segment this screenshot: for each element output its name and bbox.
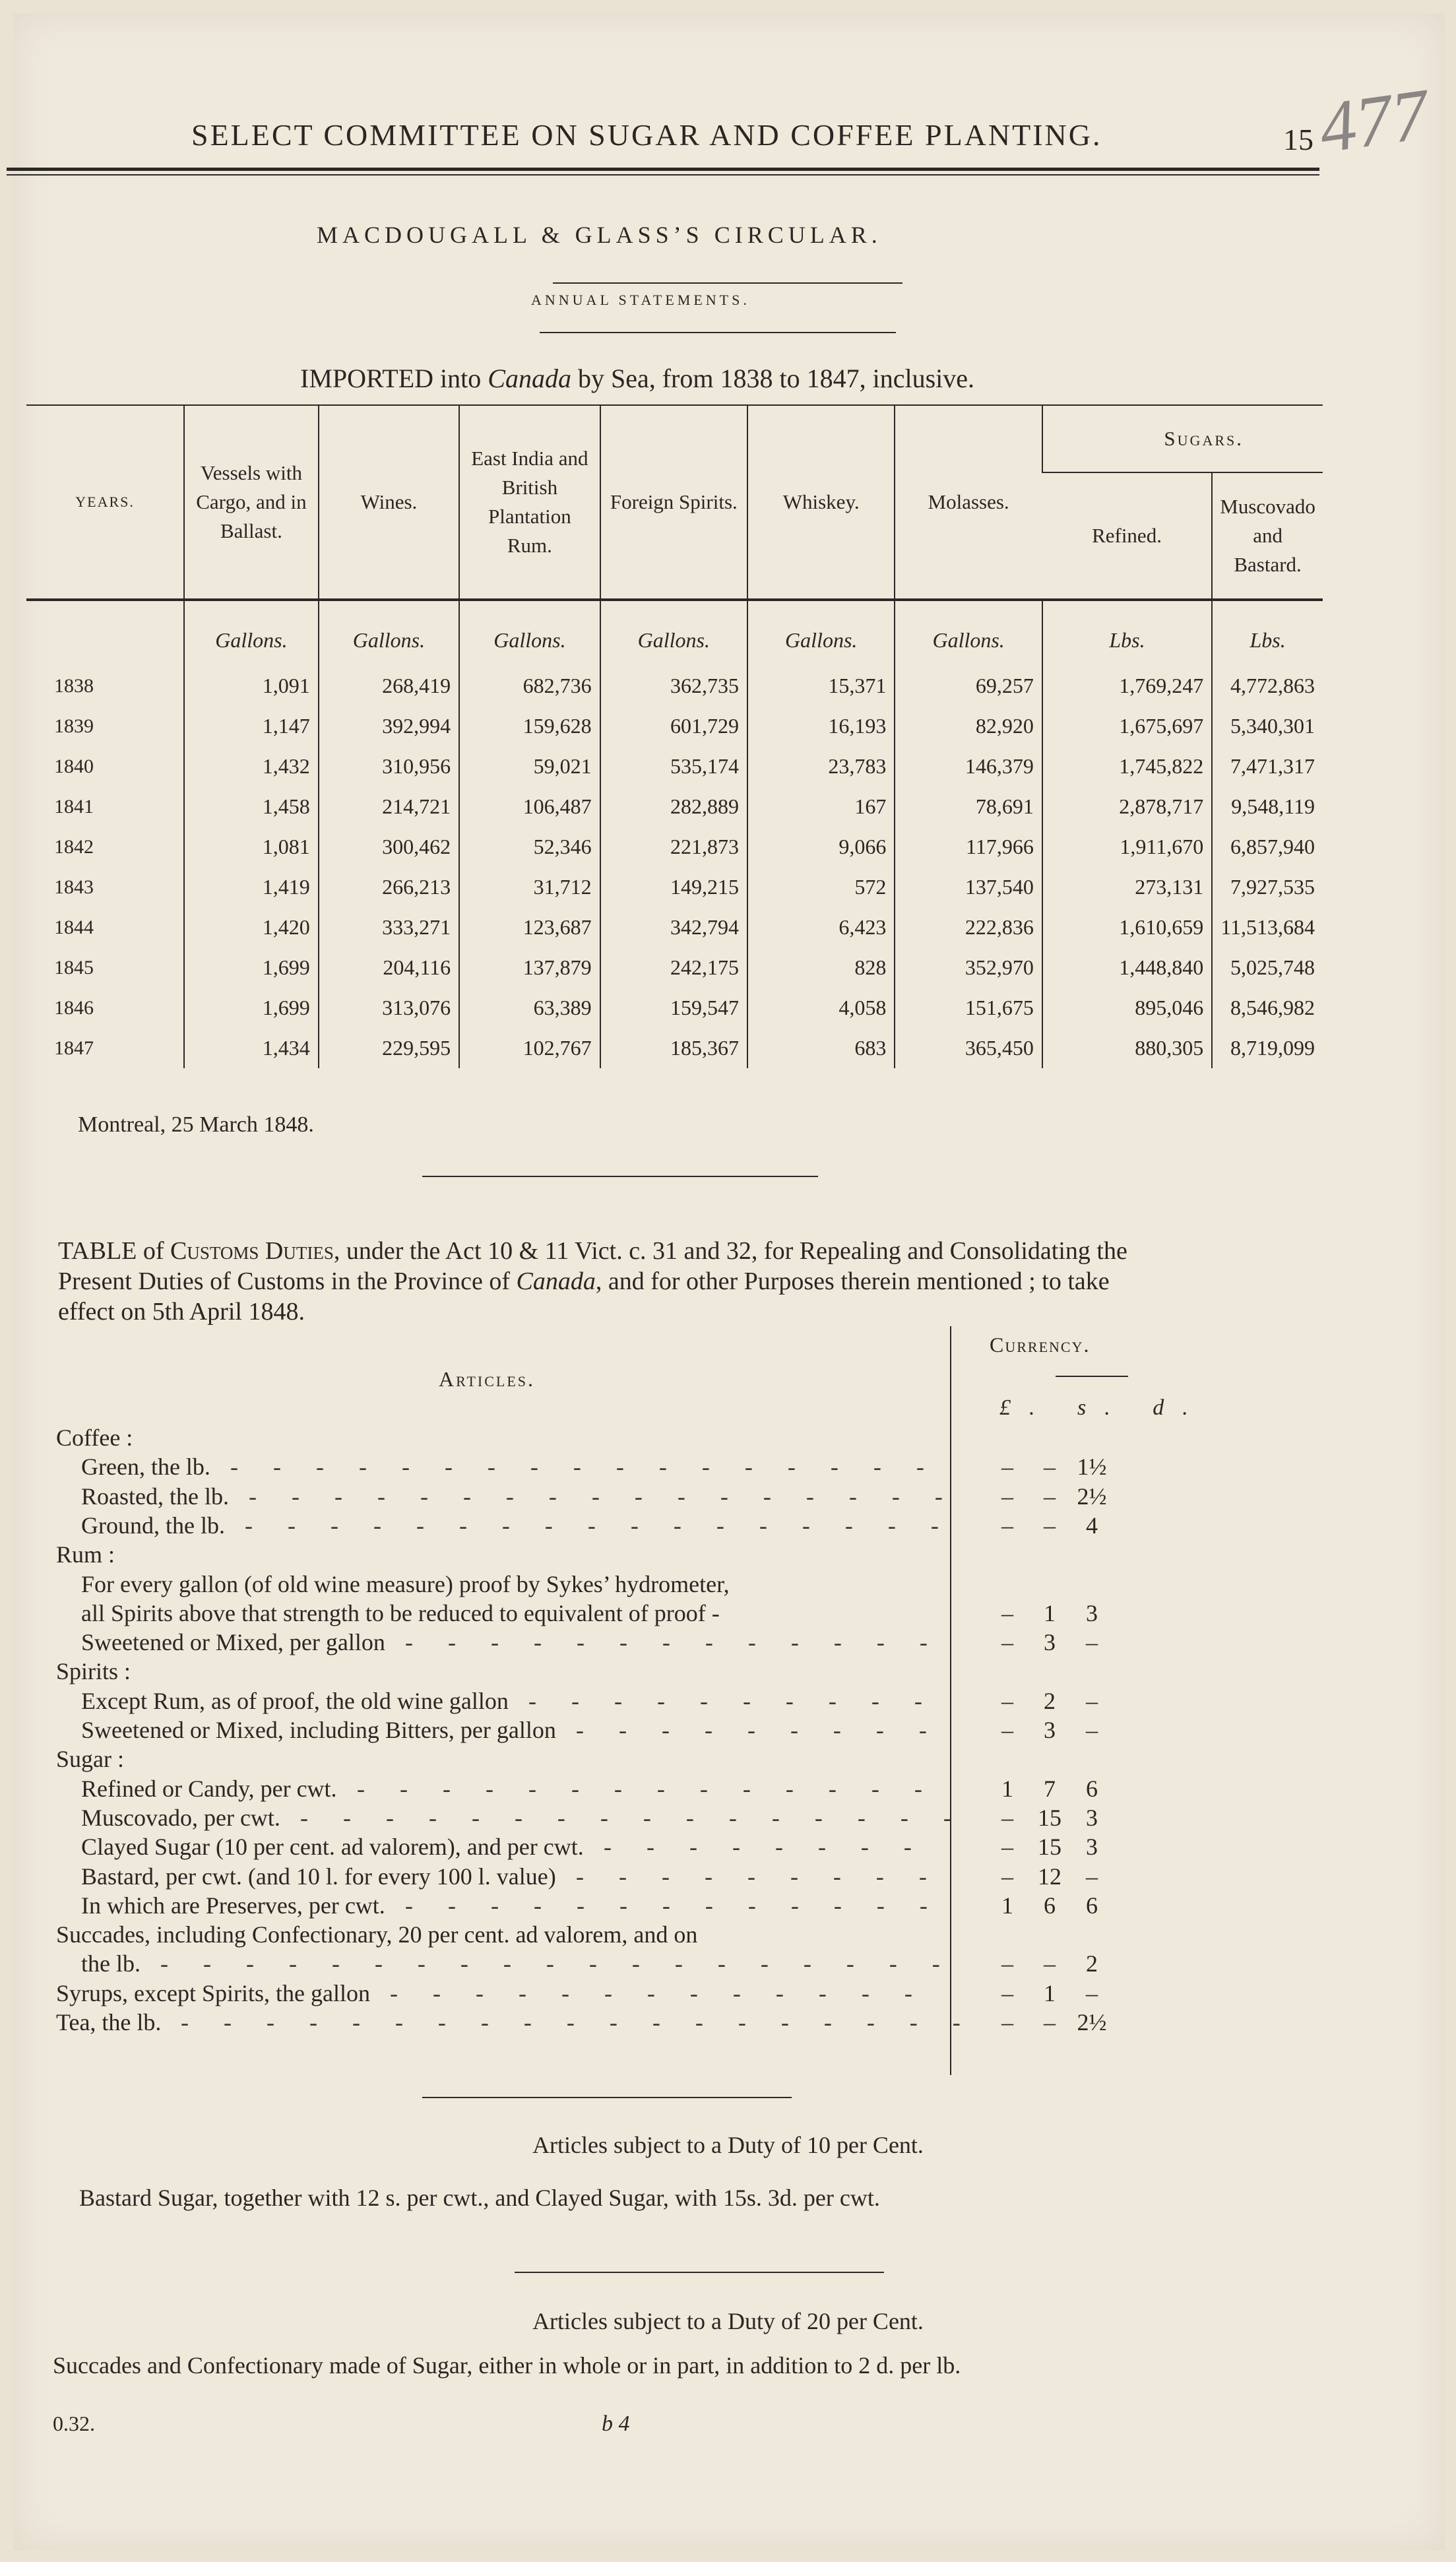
year-cell: 1843 [54, 876, 94, 898]
table-cell: 6,423 [747, 907, 895, 947]
duty-line [56, 1453, 1244, 1479]
pounds-value: – [1001, 2009, 1013, 2035]
pounds-value: – [1001, 1979, 1013, 2006]
table-cell: 1,745,822 [1042, 746, 1212, 786]
pounds-value: – [1001, 1863, 1013, 1890]
duty-line [56, 1892, 1244, 1918]
table-row [26, 1028, 1323, 1068]
duty-article-label: Green, the lb. [81, 1454, 210, 1481]
table-cell: 78,691 [895, 786, 1042, 827]
duty-article-label: Syrups, except Spirits, the gallon [56, 1979, 370, 2006]
duty-line [56, 1628, 1244, 1655]
annual-statements-subtitle: ANNUAL STATEMENTS. [531, 292, 750, 308]
table-cell: 1,419 [184, 867, 319, 907]
table-cell: 5,340,301 [1212, 706, 1323, 746]
dot-leader: - - - - - - - - - [576, 1863, 941, 1890]
circular-title: MACDOUGALL & GLASS’S CIRCULAR. [317, 222, 882, 248]
duty-amount [986, 1657, 1145, 1685]
table-cell: 535,174 [600, 746, 747, 786]
pounds-value: 1 [1001, 1775, 1013, 1802]
table-cell: 146,379 [895, 746, 1042, 786]
table-cell: 11,513,684 [1212, 907, 1323, 947]
table-cell: 16,193 [747, 706, 895, 746]
shillings-value: 6 [1044, 1892, 1056, 1919]
table-cell: 69,257 [895, 666, 1042, 706]
table-cell: 15,371 [747, 666, 895, 706]
table-cell: 1,769,247 [1042, 666, 1212, 706]
col-wines: Wines. [319, 405, 459, 600]
pence-value: – [1086, 1979, 1098, 2006]
duty-amount [986, 1716, 1145, 1744]
dot-leader: - - - - - - - - - - - - - [405, 1629, 942, 1656]
col-rum: East India and British Plantation Rum. [459, 405, 600, 600]
table-cell: 1,434 [184, 1028, 319, 1068]
table-cell: 1,911,670 [1042, 827, 1212, 867]
year-cell: 1844 [54, 916, 94, 938]
units-cell: Gallons. [600, 600, 747, 666]
handwritten-folio-number: 477 [1314, 73, 1434, 168]
shillings-value: 3 [1044, 1629, 1056, 1656]
units-cell: Lbs. [1042, 600, 1212, 666]
table-cell: 342,794 [600, 907, 747, 947]
duty-amount [986, 1921, 1145, 1948]
duty-amount [986, 1979, 1145, 2007]
pence-value: – [1086, 1629, 1098, 1656]
table-row [26, 907, 1323, 947]
table-row [26, 746, 1323, 786]
pence-value: 6 [1086, 1892, 1098, 1919]
duty-line [56, 1512, 1244, 1538]
duty-amount [986, 1804, 1145, 1832]
table-cell: 1,610,659 [1042, 907, 1212, 947]
table-cell: 159,628 [459, 706, 600, 746]
units-cell: Gallons. [319, 600, 459, 666]
table-cell: 1,699 [184, 947, 319, 988]
duty-10-text: Bastard Sugar, together with 12 s. per cwt., and Clayed Sugar, with 15s. 3d. per cwt. [79, 2185, 880, 2211]
duty-amount [986, 1453, 1145, 1481]
duty-article-label: all Spirits above that strength to be reduced to equivalent of proof - [81, 1599, 720, 1626]
year-cell: 1842 [54, 835, 94, 858]
imports-table-body [26, 600, 1323, 1068]
units-cell: Gallons. [747, 600, 895, 666]
dot-leader: - - - - - - - - - - - - - - - - [300, 1804, 966, 1831]
table-cell: 63,389 [459, 988, 600, 1028]
table-cell: 106,487 [459, 786, 600, 827]
header-rule [7, 168, 1319, 171]
table-cell: 9,066 [747, 827, 895, 867]
year-cell: 1841 [54, 795, 94, 817]
duty-article-label: Sugar : [56, 1746, 124, 1773]
duty-line [56, 1424, 1244, 1450]
pence-value: 2½ [1077, 2009, 1107, 2035]
header-rule-thin [7, 174, 1319, 176]
shillings-value: 7 [1044, 1775, 1056, 1802]
pence-value: – [1086, 1687, 1098, 1714]
subtitle-rule [540, 332, 896, 333]
dot-leader: - - - - - - - - [604, 1834, 926, 1861]
shillings-value: – [1044, 1512, 1056, 1539]
units-cell: Lbs. [1212, 600, 1323, 666]
customs-table-title: TABLE of Customs Duties, under the Act 10 & 11 Vict. c. 31 and 32, for Repealing and Consolidating the Present Duties of Customs in the Province of Canada, and for other Purposes therein mentioned ; to take effect on 5th April 1848. [58, 1237, 1127, 1326]
shillings-value: 2 [1044, 1687, 1056, 1714]
duty-article-label: Coffee : [56, 1425, 133, 1451]
currency-rule [1056, 1376, 1128, 1377]
duty-line [56, 1775, 1244, 1801]
year-cell: 1838 [54, 674, 94, 697]
table-caption: IMPORTED into Canada by Sea, from 1838 to 1847, inclusive. [300, 364, 975, 393]
shillings-value: 3 [1044, 1717, 1056, 1743]
duty-line [56, 2008, 1244, 2035]
table-cell: 313,076 [319, 988, 459, 1028]
shillings-value: 12 [1038, 1863, 1061, 1890]
duty-amount [986, 1599, 1145, 1627]
col-whiskey: Whiskey. [747, 405, 895, 600]
table-cell: 31,712 [459, 867, 600, 907]
duty-line [56, 1657, 1244, 1684]
duty-line [56, 1716, 1244, 1743]
duty-amount [986, 1863, 1145, 1890]
duty-article-label: For every gallon (of old wine measure) proof by Sykes’ hydrometer, [81, 1570, 730, 1597]
col-years: YEARS. [26, 405, 184, 600]
duty-article-label: In which are Preserves, per cwt. [81, 1892, 385, 1919]
table-cell: 392,994 [319, 706, 459, 746]
table-cell: 59,021 [459, 746, 600, 786]
duty-amount [986, 1892, 1145, 1919]
pence-value: – [1086, 1717, 1098, 1743]
duty-amount [986, 1745, 1145, 1773]
pence-value: – [1086, 1863, 1098, 1890]
table-cell: 151,675 [895, 988, 1042, 1028]
duty-article-label: the lb. [81, 1950, 141, 1977]
duty-amount [986, 1628, 1145, 1656]
table-cell: 1,699 [184, 988, 319, 1028]
table-row [26, 666, 1323, 706]
duty-line [56, 1570, 1244, 1597]
table-cell: 333,271 [319, 907, 459, 947]
duty-amount [986, 1570, 1145, 1598]
pounds-value: – [1001, 1717, 1013, 1743]
table-cell: 7,471,317 [1212, 746, 1323, 786]
table-cell: 300,462 [319, 827, 459, 867]
table-cell: 310,956 [319, 746, 459, 786]
shillings-value: – [1044, 2009, 1056, 2035]
shillings-value: – [1044, 1454, 1056, 1481]
table-row [26, 988, 1323, 1028]
table-cell: 204,116 [319, 947, 459, 988]
units-cell [26, 600, 184, 666]
duty-line [56, 1979, 1244, 2006]
duty-amount [986, 1950, 1145, 1977]
table-cell: 2,878,717 [1042, 786, 1212, 827]
table-cell: 1,675,697 [1042, 706, 1212, 746]
customs-duty-list [56, 1424, 1244, 2070]
pounds-value: – [1001, 1804, 1013, 1831]
dot-leader: - - - - - - - - - - - - - [390, 1979, 927, 2006]
table-row [26, 827, 1323, 867]
table-cell: 149,215 [600, 867, 747, 907]
duty-article-label: Refined or Candy, per cwt. [81, 1775, 337, 1802]
dot-leader: - - - - - - - - - - - - - - - - - [245, 1512, 953, 1539]
table-cell: 222,836 [895, 907, 1042, 947]
table-cell: 242,175 [600, 947, 747, 988]
table-cell: 1,420 [184, 907, 319, 947]
duty-amount [986, 1424, 1145, 1452]
title-rule [553, 282, 902, 284]
col-refined: Refined. [1092, 524, 1162, 547]
dot-leader: - - - - - - - - - - - - - - - - - - - [181, 2009, 975, 2035]
duty-20-heading: Articles subject to a Duty of 20 per Cent. [532, 2308, 924, 2334]
duty-article-label: Clayed Sugar (10 per cent. ad valorem), and per cwt. [81, 1834, 584, 1861]
table-cell: 273,131 [1042, 867, 1212, 907]
duty-10-heading: Articles subject to a Duty of 10 per Cent. [532, 2132, 924, 2158]
table-cell: 9,548,119 [1212, 786, 1323, 827]
units-cell: Gallons. [184, 600, 319, 666]
table-cell: 123,687 [459, 907, 600, 947]
units-row [26, 600, 1323, 666]
duty-20-text: Succades and Confectionary made of Sugar, either in whole or in part, in addition to 2 d. per lb. [53, 2352, 961, 2379]
table-date-note: Montreal, 25 March 1848. [78, 1112, 314, 1137]
shillings-value: – [1044, 1483, 1056, 1510]
shillings-value: 1 [1044, 1599, 1056, 1626]
duty-line [56, 1863, 1244, 1889]
table-cell: 137,540 [895, 867, 1042, 907]
table-cell: 117,966 [895, 827, 1042, 867]
dot-leader: - - - - - - - - - - - - - - - - - [249, 1483, 957, 1510]
duty-article-label: Roasted, the lb. [81, 1483, 229, 1510]
duty-amount [986, 1541, 1145, 1568]
table-cell: 52,346 [459, 827, 600, 867]
page-number: 15 [1283, 123, 1314, 156]
table-cell: 352,970 [895, 947, 1042, 988]
col-foreign-spirits: Foreign Spirits. [600, 405, 747, 600]
table-row [26, 947, 1323, 988]
duty-line [56, 1541, 1244, 1567]
duty-amount [986, 1483, 1145, 1510]
table-cell: 1,432 [184, 746, 319, 786]
section-divider-3 [515, 2272, 884, 2273]
duty-article-label: Tea, the lb. [56, 2009, 162, 2035]
duty-article-label: Except Rum, as of proof, the old wine gallon [81, 1687, 509, 1714]
table-cell: 1,448,840 [1042, 947, 1212, 988]
table-cell: 4,058 [747, 988, 895, 1028]
table-cell: 185,367 [600, 1028, 747, 1068]
pence-value: 3 [1086, 1804, 1098, 1831]
running-header-title: SELECT COMMITTEE ON SUGAR AND COFFEE PLANTING. [191, 118, 1102, 152]
shillings-value: 15 [1038, 1804, 1061, 1831]
table-cell: 1,091 [184, 666, 319, 706]
pence-value: 3 [1086, 1834, 1098, 1861]
pence-value: 6 [1086, 1775, 1098, 1802]
duty-amount [986, 1833, 1145, 1861]
col-muscovado: Muscovado and Bastard. [1212, 472, 1323, 600]
pounds-value: – [1001, 1629, 1013, 1656]
pence-value: 4 [1086, 1512, 1098, 1539]
units-cell: Gallons. [895, 600, 1042, 666]
table-cell: 102,767 [459, 1028, 600, 1068]
table-cell: 23,783 [747, 746, 895, 786]
col-group-sugars: Sugars. [1042, 405, 1323, 472]
pence-value: 1½ [1077, 1454, 1107, 1481]
pounds-value: – [1001, 1454, 1013, 1481]
table-cell: 1,147 [184, 706, 319, 746]
pounds-value: – [1001, 1512, 1013, 1539]
table-cell: 229,595 [319, 1028, 459, 1068]
table-cell: 137,879 [459, 947, 600, 988]
duty-amount [986, 1512, 1145, 1539]
table-cell: 880,305 [1042, 1028, 1212, 1068]
pounds-value: – [1001, 1687, 1013, 1714]
table-cell: 266,213 [319, 867, 459, 907]
year-cell: 1840 [54, 755, 94, 777]
table-cell: 601,729 [600, 706, 747, 746]
table-cell: 8,719,099 [1212, 1028, 1323, 1068]
table-cell: 268,419 [319, 666, 459, 706]
table-row [26, 706, 1323, 746]
dot-leader: - - - - - - - - - - - - - - - - - - - [160, 1950, 955, 1977]
table-cell: 828 [747, 947, 895, 988]
table-row [26, 786, 1323, 827]
footer-reference: 0.32. [53, 2412, 95, 2435]
duty-article-label: Rum : [56, 1541, 115, 1568]
table-cell: 167 [747, 786, 895, 827]
table-cell: 1,458 [184, 786, 319, 827]
table-cell: 282,889 [600, 786, 747, 827]
shillings-value: 15 [1038, 1834, 1061, 1861]
articles-column-heading: Articles. [439, 1367, 536, 1391]
currency-column-heading: Currency. [990, 1333, 1091, 1357]
units-cell: Gallons. [459, 600, 600, 666]
year-cell: 1839 [54, 715, 94, 737]
duty-article-label: Muscovado, per cwt. [81, 1804, 280, 1831]
col-molasses: Molasses. [895, 405, 1042, 600]
currency-units: £. s. d. [999, 1395, 1207, 1420]
duty-line [56, 1745, 1244, 1772]
table-cell: 5,025,748 [1212, 947, 1323, 988]
signature-mark: b 4 [602, 2412, 630, 2436]
dot-leader: - - - - - - - - - - - - - - [357, 1775, 937, 1802]
pence-value: 2 [1086, 1950, 1098, 1977]
duty-line [56, 1804, 1244, 1830]
pence-value: 2½ [1077, 1483, 1107, 1510]
duty-article-label: Sweetened or Mixed, per gallon [81, 1629, 385, 1656]
duty-amount [986, 1687, 1145, 1715]
duty-line [56, 1950, 1244, 1976]
duty-article-label: Ground, the lb. [81, 1512, 225, 1539]
duty-amount [986, 2008, 1145, 2036]
table-cell: 895,046 [1042, 988, 1212, 1028]
table-cell: 365,450 [895, 1028, 1042, 1068]
imports-table [26, 404, 1323, 1068]
pounds-value: – [1001, 1950, 1013, 1977]
table-cell: 683 [747, 1028, 895, 1068]
table-cell: 1,081 [184, 827, 319, 867]
duty-line [56, 1599, 1244, 1626]
pounds-value: – [1001, 1483, 1013, 1510]
duty-line [56, 1687, 1244, 1713]
duty-article-label: Succades, including Confectionary, 20 per cent. ad valorem, and on [56, 1921, 698, 1948]
duty-article-label: Spirits : [56, 1658, 131, 1685]
table-row [26, 867, 1323, 907]
table-cell: 214,721 [319, 786, 459, 827]
dot-leader: - - - - - - - - - - [528, 1687, 937, 1714]
table-cell: 221,873 [600, 827, 747, 867]
duty-article-label: Sweetened or Mixed, including Bitters, per gallon [81, 1717, 556, 1743]
year-cell: 1846 [54, 996, 94, 1019]
dot-leader: - - - - - - - - - - - - - - - - - [230, 1454, 939, 1481]
duty-line [56, 1921, 1244, 1947]
dot-leader: - - - - - - - - - [576, 1717, 941, 1743]
table-cell: 6,857,940 [1212, 827, 1323, 867]
duty-line [56, 1483, 1244, 1509]
pounds-value: 1 [1001, 1892, 1013, 1919]
year-cell: 1847 [54, 1037, 94, 1059]
dot-leader: - - - - - - - - - - - - - [405, 1892, 942, 1919]
table-cell: 362,735 [600, 666, 747, 706]
table-cell: 572 [747, 867, 895, 907]
shillings-value: 1 [1044, 1979, 1056, 2006]
section-divider [422, 1176, 818, 1177]
duty-amount [986, 1775, 1145, 1803]
table-cell: 159,547 [600, 988, 747, 1028]
duty-article-label: Bastard, per cwt. (and 10 l. for every 100 l. value) [81, 1863, 556, 1890]
pounds-value: – [1001, 1834, 1013, 1861]
duty-line [56, 1833, 1244, 1859]
table-cell: 682,736 [459, 666, 600, 706]
pounds-value: – [1001, 1599, 1013, 1626]
year-cell: 1845 [54, 956, 94, 978]
col-vessels: Vessels with Cargo, and in Ballast. [184, 405, 319, 600]
shillings-value: – [1044, 1950, 1056, 1977]
table-cell: 8,546,982 [1212, 988, 1323, 1028]
table-cell: 4,772,863 [1212, 666, 1323, 706]
table-cell: 82,920 [895, 706, 1042, 746]
table-cell: 7,927,535 [1212, 867, 1323, 907]
pence-value: 3 [1086, 1599, 1098, 1626]
section-divider-2 [422, 2097, 792, 2098]
